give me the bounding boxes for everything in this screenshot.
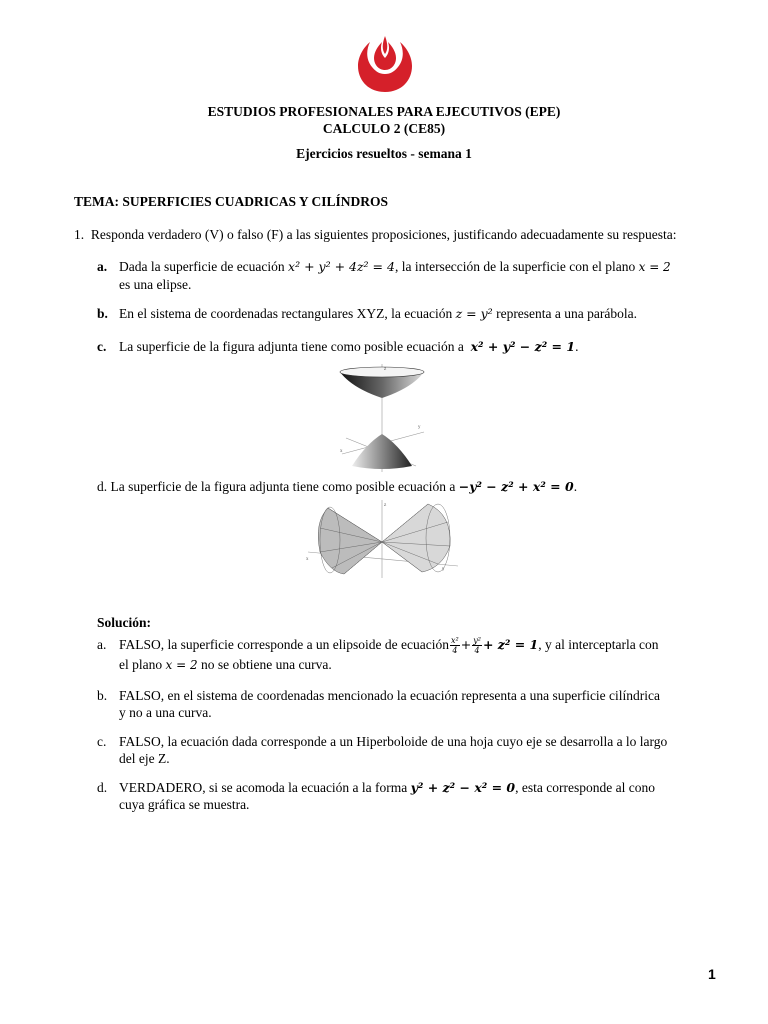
figure-cone [302,498,466,580]
page-number: 1 [708,966,716,982]
item-d-text: d. La superficie de la figura adjunta tiene como posible ecuación a −y² − z² + x² = 0. [97,479,578,494]
solution-a-letter: a. [97,637,107,652]
fig-c-z-label: z [384,367,387,372]
item-a-text: Dada la superficie de ecuación x² + y² + 4z² = 4, la intersección de la superficie con el plano x = 2 es una elipse. [119,259,671,292]
fig-d-x-label: x [306,557,309,562]
item-d-letter: d. [97,479,108,494]
solution-c-line2: del eje Z. [119,751,170,766]
item-c-letter: c. [97,339,107,354]
item-b-text: En el sistema de coordenadas rectangulares XYZ, la ecuación z = y² representa a una parábola. [119,306,637,321]
item-a-letter: a. [97,259,108,274]
solution-d-line2: cuya gráfica se muestra. [119,797,250,812]
solution-b-line1: FALSO, en el sistema de coordenadas mencionado la ecuación representa a una superficie cilíndrica [119,688,661,703]
solution-b-line2: y no a una curva. [119,705,212,720]
item-a-equation: x² + y² + 4z² = 4 [288,259,395,274]
fig-d-z-label: z [384,503,387,508]
solution-heading: Solución: [97,615,152,630]
header-line1: ESTUDIOS PROFESIONALES PARA EJECUTIVOS (EPE) [207,104,561,119]
item-c-text: La superficie de la figura adjunta tiene como posible ecuación a x² + y² − z² = 1. [119,339,579,354]
item-b-equation: z = y² [455,306,493,321]
question-prompt: 1. Responda verdadero (V) o falso (F) a las siguientes proposiciones, justificando adecuadamente su respuesta: [74,227,677,242]
solution-a-text: FALSO, la superficie corresponde a un elipsoide de ecuación $\frac{\text{x²}}{4}$ + $\frac{\text{y²}}{4}$ + z² = 1, y al interceptarla con [119,636,659,656]
solution-d-line1: VERDADERO, si se acomoda la ecuación a la forma y² + z² − x² = 0, esta corresponde al cono [119,780,655,795]
figure-hyperboloid [336,362,428,474]
item-b-letter: b. [97,306,108,321]
fig-c-x-label: x [340,449,343,454]
fig-c-y-label: y [418,425,421,430]
item-c-equation: x² + y² − z² = 1 [470,339,576,354]
solution-c-letter: c. [97,734,107,749]
solution-d-letter: d. [97,780,108,795]
upc-logo-icon [356,32,414,94]
item-d-equation: −y² − z² + x² = 0 [458,479,574,494]
fig-d-y-label: y [442,567,445,572]
solution-c-line1: FALSO, la ecuación dada corresponde a un Hiperboloide de una hoja cuyo eje se desarrolla a lo largo [119,734,668,749]
solution-a-line2: el plano x = 2 no se obtiene una curva. [119,657,332,672]
topic-heading: TEMA: SUPERFICIES CUADRICAS Y CILÍNDROS [74,194,389,209]
solution-b-letter: b. [97,688,108,703]
solution-d-equation: y² + z² − x² = 0 [410,780,516,795]
page-subtitle: Ejercicios resueltos - semana 1 [296,146,472,161]
header-line2: CALCULO 2 (CE85) [322,121,446,136]
